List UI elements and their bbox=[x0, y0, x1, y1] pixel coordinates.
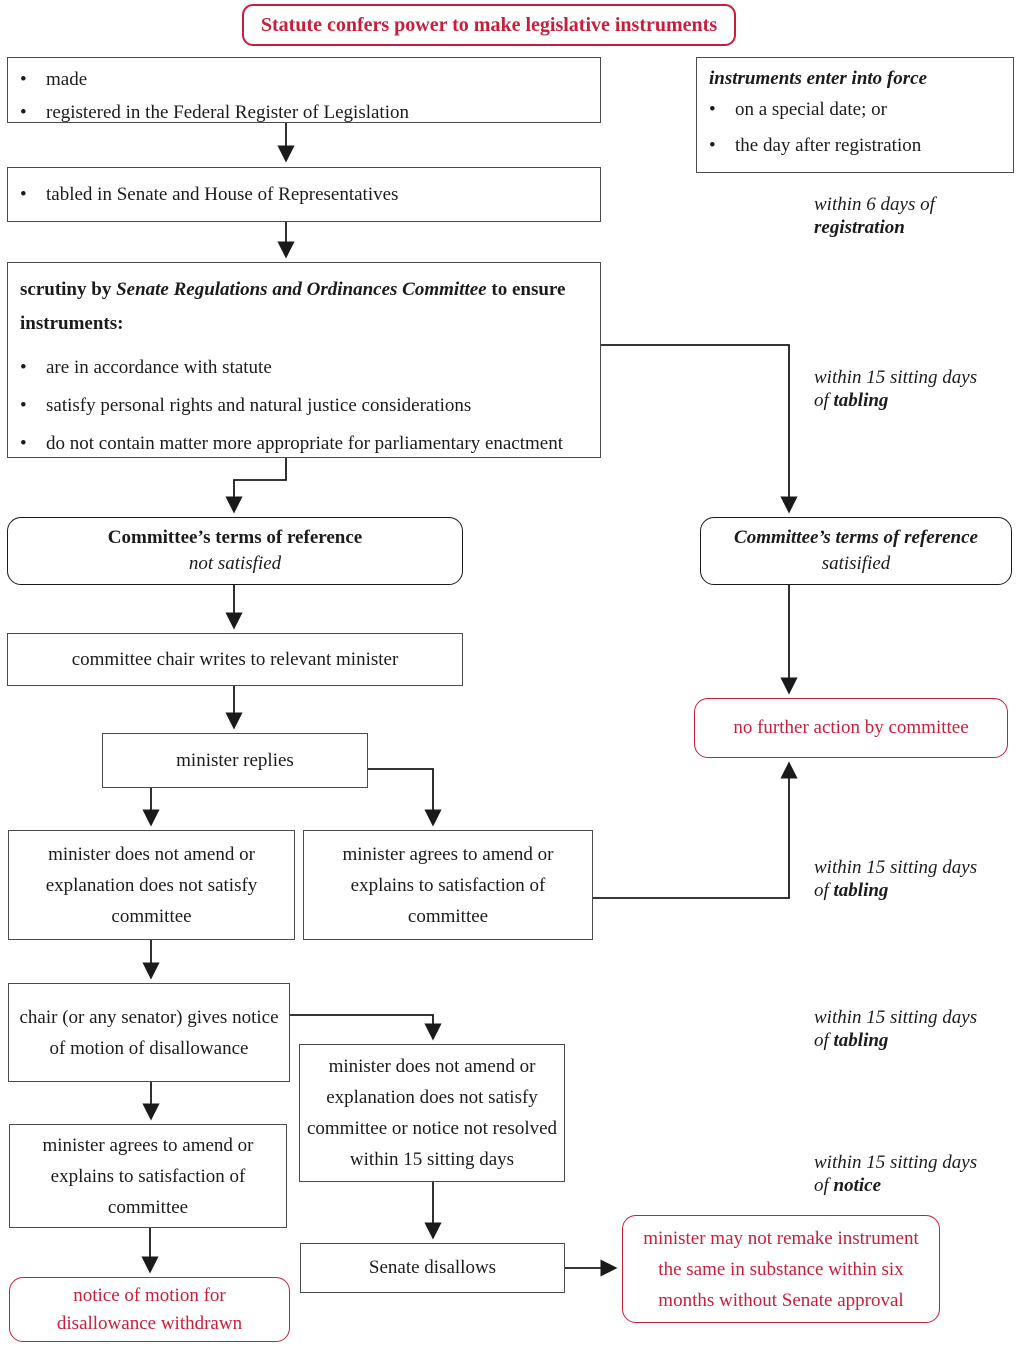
list-item: • are in accordance with statute bbox=[8, 349, 598, 387]
box-made-registered bbox=[7, 57, 601, 123]
list-item: • tabled in Senate and House of Representatives bbox=[8, 184, 600, 206]
label-line2-bold: tabling bbox=[833, 1030, 889, 1051]
list-item: • on a special date; or bbox=[697, 92, 1005, 128]
label-within-15-days-tabling-2 bbox=[814, 856, 1004, 902]
box-remake-prohibited bbox=[622, 1215, 940, 1323]
label-line1: within 15 sitting days bbox=[814, 367, 978, 388]
terms-title: Committee’s terms of reference bbox=[107, 527, 363, 548]
box-no-further-action bbox=[694, 698, 1008, 758]
label-within-15-days-tabling-3 bbox=[814, 1006, 1004, 1052]
terms-status: not satisfied bbox=[188, 553, 282, 574]
label-line1: within 15 sitting days bbox=[814, 1007, 978, 1028]
box-text: notice of motion for disallowance withdrawn bbox=[56, 1284, 243, 1334]
connector-scrutiny-to-satisfied bbox=[601, 345, 789, 511]
label-line2: of bbox=[814, 390, 834, 411]
box-minister-agrees-1 bbox=[303, 830, 593, 940]
box-text: minister agrees to amend or explains to satisfaction of committee bbox=[342, 843, 554, 927]
box-minister-not-amend-2 bbox=[299, 1044, 565, 1182]
box-text: minister replies bbox=[176, 749, 294, 771]
scrutiny-lead-end: to ensure instruments: bbox=[20, 279, 566, 334]
connector-agrees-1-to-no-further-action bbox=[593, 764, 789, 898]
scrutiny-lead-start: scrutiny by bbox=[20, 279, 117, 300]
box-text: committee chair writes to relevant minister bbox=[71, 648, 399, 670]
box-text: minister does not amend or explanation does not satisfy committee or notice not resolved within 15 sitting days bbox=[306, 1056, 558, 1170]
box-senate-disallows bbox=[300, 1243, 565, 1293]
label-line2-bold: notice bbox=[833, 1175, 882, 1196]
label-line2-bold: registration bbox=[814, 217, 905, 238]
box-text: Senate disallows bbox=[368, 1257, 497, 1278]
box-text: no further action by committee bbox=[733, 717, 969, 738]
box-text: minister does not amend or explanation does not satisfy committee bbox=[45, 843, 258, 927]
label-line2: of bbox=[814, 880, 834, 901]
label-line2: of bbox=[814, 1030, 834, 1051]
label-line1: within 15 sitting days bbox=[814, 857, 978, 878]
list-item: • made bbox=[8, 64, 600, 96]
box-chair-notice bbox=[8, 983, 290, 1082]
label-within-15-days-tabling-1 bbox=[814, 366, 1004, 412]
box-minister-replies bbox=[102, 733, 368, 788]
scrutiny-committee-name: Senate Regulations and Ordinances Committee bbox=[116, 279, 487, 300]
title-box bbox=[242, 4, 736, 46]
box-terms-not-satisfied bbox=[7, 517, 463, 585]
box-text: chair (or any senator) gives notice of motion of disallowance bbox=[19, 1006, 279, 1059]
box-heading bbox=[8, 273, 598, 341]
box-minister-agrees-2 bbox=[9, 1124, 287, 1228]
box-enter-into-force bbox=[696, 57, 1014, 173]
box-scrutiny bbox=[7, 262, 601, 458]
label-within-6-days bbox=[814, 193, 1004, 239]
connector-scrutiny-to-not-satisfied bbox=[234, 458, 286, 511]
connector-replies-to-agrees-1 bbox=[368, 769, 433, 824]
box-chair-writes bbox=[7, 633, 463, 686]
list-item: • satisfy personal rights and natural justice considerations bbox=[8, 387, 598, 425]
list-item: • registered in the Federal Register of Legislation bbox=[8, 97, 600, 129]
label-line2-bold: tabling bbox=[833, 880, 889, 901]
label-within-15-days-notice bbox=[814, 1151, 1004, 1197]
box-text: minister may not remake instrument the same in substance within six months without Senate approval bbox=[643, 1227, 919, 1311]
terms-status: satisified bbox=[821, 553, 891, 574]
label-line1: within 6 days of bbox=[814, 194, 935, 215]
label-line1: within 15 sitting days bbox=[814, 1152, 978, 1173]
box-minister-not-amend-1 bbox=[8, 830, 295, 940]
connector-chair-notice-to-not-amend-2 bbox=[290, 1015, 433, 1038]
box-text: minister agrees to amend or explains to satisfaction of committee bbox=[42, 1134, 254, 1218]
box-tabled bbox=[7, 167, 601, 222]
page-title: Statute confers power to make legislative instruments bbox=[260, 13, 718, 36]
list-item: • the day after registration bbox=[697, 128, 1005, 164]
label-line2-bold: tabling bbox=[833, 390, 889, 411]
list-item: • do not contain matter more appropriate for parliamentary enactment bbox=[8, 425, 598, 463]
box-heading: instruments enter into force bbox=[709, 68, 927, 89]
terms-title: Committee’s terms of reference bbox=[734, 527, 978, 548]
label-line2: of bbox=[814, 1175, 834, 1196]
box-terms-satisfied bbox=[700, 517, 1012, 585]
box-withdrawn bbox=[9, 1277, 290, 1342]
